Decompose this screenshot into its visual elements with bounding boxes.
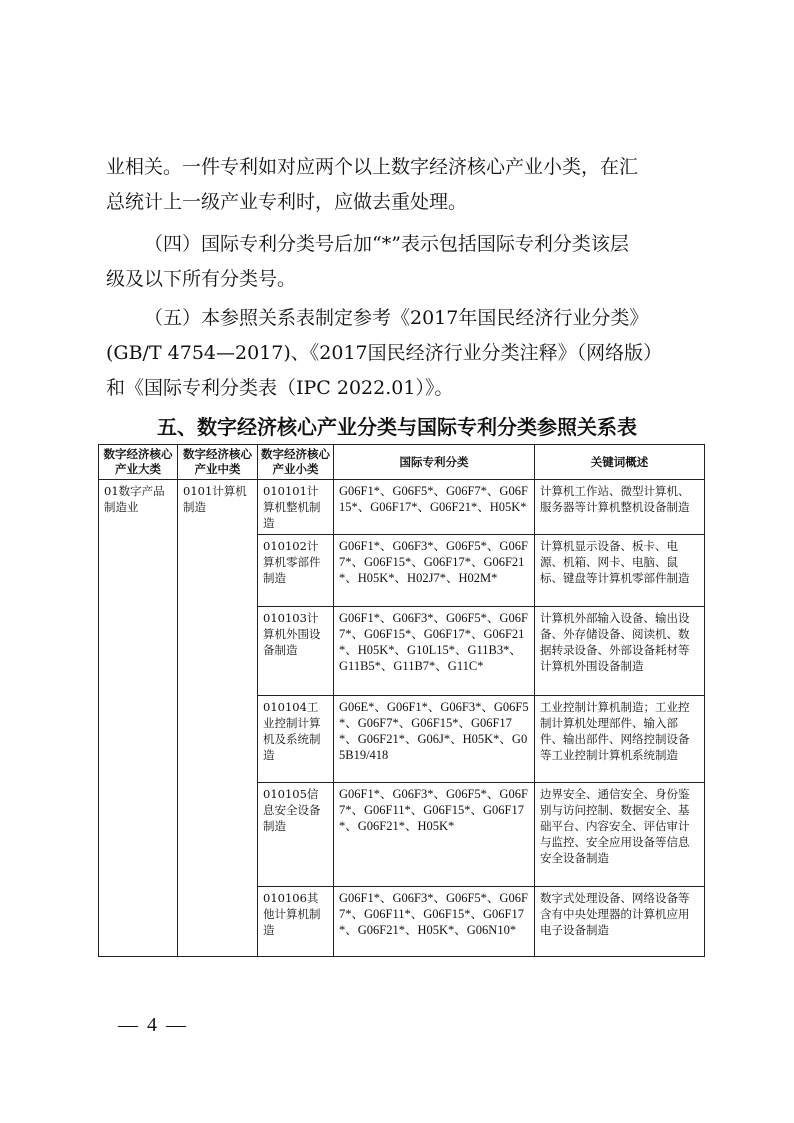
keywords-cell: 计算机工作站、微型计算机、服务器等计算机整机设备制造 (535, 480, 705, 535)
ipc-cell: G06F1*、G06F3*、G06F5*、G06F7*、G06F11*、G06F15*、G06F17*、G06F21*、H05K*、G06N10* (334, 887, 535, 957)
paragraph-line: (GB/T 4754—2017)、《2017国民经济行业分类注释》（网络版） (106, 342, 663, 364)
header-ipc: 国际专利分类 (334, 445, 535, 480)
minor-category-cell: 010105信息安全设备制造 (258, 783, 334, 887)
intro-paragraph (106, 150, 696, 220)
header-major-category: 数字经济核心产业大类 (99, 445, 178, 480)
minor-category-cell: 010101计算机整机制造 (258, 480, 334, 535)
paragraph-line: （四）国际专利分类号后加“*”表示包括国际专利分类该层 (144, 233, 629, 255)
keywords-cell: 计算机外部输入设备、输出设备、外存储设备、阅读机、数据转录设备、外部设备耗材等计算机外围设备制造 (535, 607, 705, 696)
paragraph-line: 和《国际专利分类表（IPC 2022.01）》。 (106, 377, 454, 399)
middle-category-cell: 0101计算机制造 (178, 480, 258, 957)
minor-category-cell: 010104工业控制计算机及系统制造 (258, 696, 334, 783)
paragraph-line: （五）本参照关系表制定参考《2017年国民经济行业分类》 (144, 307, 649, 329)
note-five-paragraph (106, 301, 696, 406)
major-category-cell: 01数字产品制造业 (99, 480, 178, 957)
page-number: — 4 — (118, 1014, 188, 1036)
minor-category-cell: 010106其他计算机制造 (258, 887, 334, 957)
header-middle-category: 数字经济核心产业中类 (178, 445, 258, 480)
minor-category-cell: 010102计算机零部件制造 (258, 535, 334, 607)
ipc-cell: G06F1*、G06F3*、G06F5*、G06F7*、G06F15*、G06F17*、G06F21*、H05K*、H02J7*、H02M* (334, 535, 535, 607)
reference-table (98, 444, 705, 957)
paragraph-line: 业相关。一件专利如对应两个以上数字经济核心产业小类，在汇 (106, 156, 639, 178)
minor-category-cell: 010103计算机外围设备制造 (258, 607, 334, 696)
header-keywords: 关键词概述 (535, 445, 705, 480)
table-row (99, 480, 705, 535)
header-minor-category: 数字经济核心产业小类 (258, 445, 334, 480)
keywords-cell: 工业控制计算机制造；工业控制计算机处理部件、输入部件、输出部件、网络控制设备等工业控制计算机系统制造 (535, 696, 705, 783)
ipc-cell: G06E*、G06F1*、G06F3*、G06F5*、G06F7*、G06F15*、G06F17*、G06F21*、G06J*、H05K*、G05B19/418 (334, 696, 535, 783)
ipc-cell: G06F1*、G06F5*、G06F7*、G06F15*、G06F17*、G06F21*、H05K* (334, 480, 535, 535)
ipc-cell: G06F1*、G06F3*、G06F5*、G06F7*、G06F15*、G06F17*、G06F21*、H05K*、G10L15*、G11B3*、G11B5*、G11B7*、G11C* (334, 607, 535, 696)
ipc-cell: G06F1*、G06F3*、G06F5*、G06F7*、G06F11*、G06F15*、G06F17*、G06F21*、H05K* (334, 783, 535, 887)
keywords-cell: 计算机显示设备、板卡、电源、机箱、网卡、电脑、鼠标、键盘等计算机零部件制造 (535, 535, 705, 607)
keywords-cell: 数字式处理设备、网络设备等含有中央处理器的计算机应用电子设备制造 (535, 887, 705, 957)
table-title: 五、数字经济核心产业分类与国际专利分类参照关系表 (157, 415, 637, 439)
keywords-cell: 边界安全、通信安全、身份鉴别与访问控制、数据安全、基础平台、内容安全、评估审计与监控、安全应用设备等信息安全设备制造 (535, 783, 705, 887)
table-header-row (99, 445, 705, 480)
note-four-paragraph (106, 227, 696, 297)
paragraph-line: 总统计上一级产业专利时，应做去重处理。 (106, 191, 468, 213)
paragraph-line: 级及以下所有分类号。 (106, 268, 297, 290)
